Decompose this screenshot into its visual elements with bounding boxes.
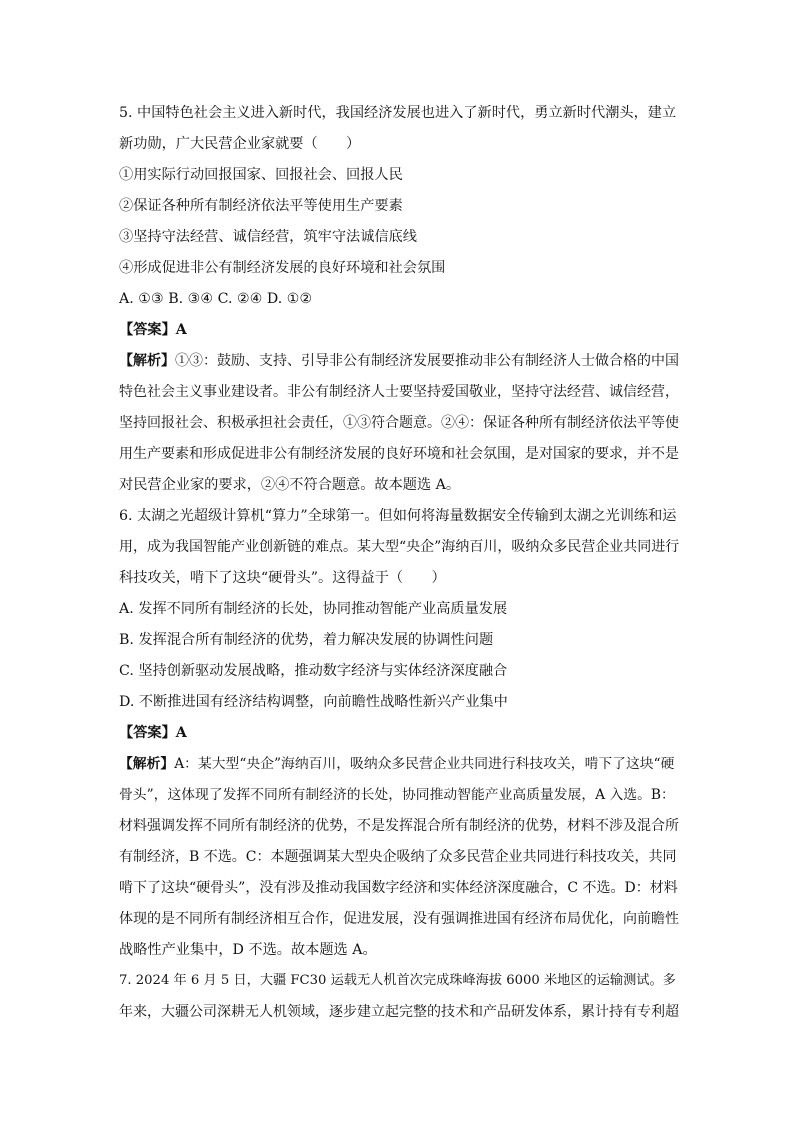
q5-analysis-line-1 [119, 351, 679, 371]
q5-stem-line-1: 5. 中国特色社会主义进入新时代，我国经济发展也进入了新时代，勇立新时代潮头，建立 [119, 105, 677, 121]
q5-statement-2: ②保证各种所有制经济依法平等使用生产要素 [119, 198, 403, 214]
q6-analysis-line-3: 材料强调发挥不同所有制经济的优势，不是发挥混合所有制经济的优势，材料不涉及混合所 [119, 818, 679, 834]
q5-stem-line-2: 新功勋，广大民营企业家就要（ ） [119, 136, 361, 152]
q6-analysis-line-7: 战略性产业集中，D 不选。故本题选 A。 [119, 942, 377, 958]
q6-stem-line-3: 科技攻关，啃下了这块“硬骨头”。这得益于（ ） [119, 570, 446, 586]
q6-choice-a: A. 发挥不同所有制经济的长处，协同推动智能产业高质量发展 [119, 601, 508, 617]
q7-stem-line-2: 年来，大疆公司深耕无人机领域，逐步建立起完整的技术和产品研发体系，累计持有专利超 [119, 1004, 679, 1020]
q6-choice-b: B. 发挥混合所有制经济的优势，着力解决发展的协调性问题 [119, 632, 494, 648]
q5-analysis-label: 【解析】 [119, 353, 175, 369]
q5-answer-value: A [175, 322, 187, 338]
q6-analysis-line-1 [119, 754, 679, 774]
q5-analysis-line-3: 坚持回报社会、积极承担社会责任，①③符合题意。②④：保证各种所有制经济依法平等使 [119, 415, 679, 431]
q5-options: A. ①③ B. ③④ C. ②④ D. ①② [119, 291, 313, 307]
q5-analysis-line-2: 特色社会主义事业建设者。非公有制经济人士要坚持爱国敬业，坚持守法经营、诚信经营， [119, 384, 679, 400]
q6-stem-line-1: 6. 太湖之光超级计算机“算力”全球第一。但如何将海量数据安全传输到太湖之光训练和运 [119, 508, 677, 524]
q5-answer-label: 【答案】 [119, 322, 176, 338]
q6-analysis-line-2: 骨头”，这体现了发挥不同所有制经济的长处，协同推动智能产业高质量发展，A 入选。B： [119, 787, 675, 803]
q5-answer [119, 320, 679, 340]
q7-stem-line-1: 7. 2024 年 6 月 5 日，大疆 FC30 运载无人机首次完成珠峰海拔 6000 米地区的运输测试。多 [119, 973, 676, 988]
q6-answer-label: 【答案】 [119, 725, 176, 741]
q5-analysis-text-1: ①③：鼓励、支持、引导非公有制经济发展要推动非公有制经济人士做合格的中国 [175, 353, 679, 369]
q6-analysis-line-5: 啃下了这块“硬骨头”，没有涉及推动我国数字经济和实体经济深度融合，C 不选。D：材料 [119, 880, 678, 896]
q5-analysis-line-4: 用生产要素和形成促进非公有制经济发展的良好环境和社会氛围，是对国家的要求，并不是 [119, 446, 679, 462]
q6-analysis-text-1: A：某大型“央企”海纳百川，吸纳众多民营企业共同进行科技攻关，啃下了这块“硬 [174, 756, 675, 772]
q5-analysis-line-5: 对民营企业家的要求，②④不符合题意。故本题选 A。 [119, 477, 461, 493]
q6-analysis-line-6: 体现的是不同所有制经济相互合作，促进发展，没有强调推进国有经济布局优化，向前瞻性 [119, 911, 679, 927]
q6-analysis-line-4: 有制经济，B 不选。C：本题强调某大型央企吸纳了众多民营企业共同进行科技攻关，共同 [119, 849, 677, 865]
q5-statement-4: ④形成促进非公有制经济发展的良好环境和社会氛围 [119, 260, 446, 276]
q6-choice-c: C. 坚持创新驱动发展战略，推动数字经济与实体经济深度融合 [119, 663, 508, 679]
q6-answer-value: A [175, 725, 187, 741]
q5-statement-3: ③坚持守法经营、诚信经营，筑牢守法诚信底线 [119, 229, 417, 245]
q5-statement-1: ①用实际行动回报国家、回报社会、回报人民 [119, 167, 403, 183]
q6-choice-d: D. 不断推进国有经济结构调整，向前瞻性战略性新兴产业集中 [119, 694, 508, 710]
q6-stem-line-2: 用，成为我国智能产业创新链的难点。某大型“央企”海纳百川，吸纳众多民营企业共同进行 [119, 539, 680, 555]
q6-analysis-label: 【解析】 [119, 756, 175, 772]
q6-answer [119, 723, 679, 743]
